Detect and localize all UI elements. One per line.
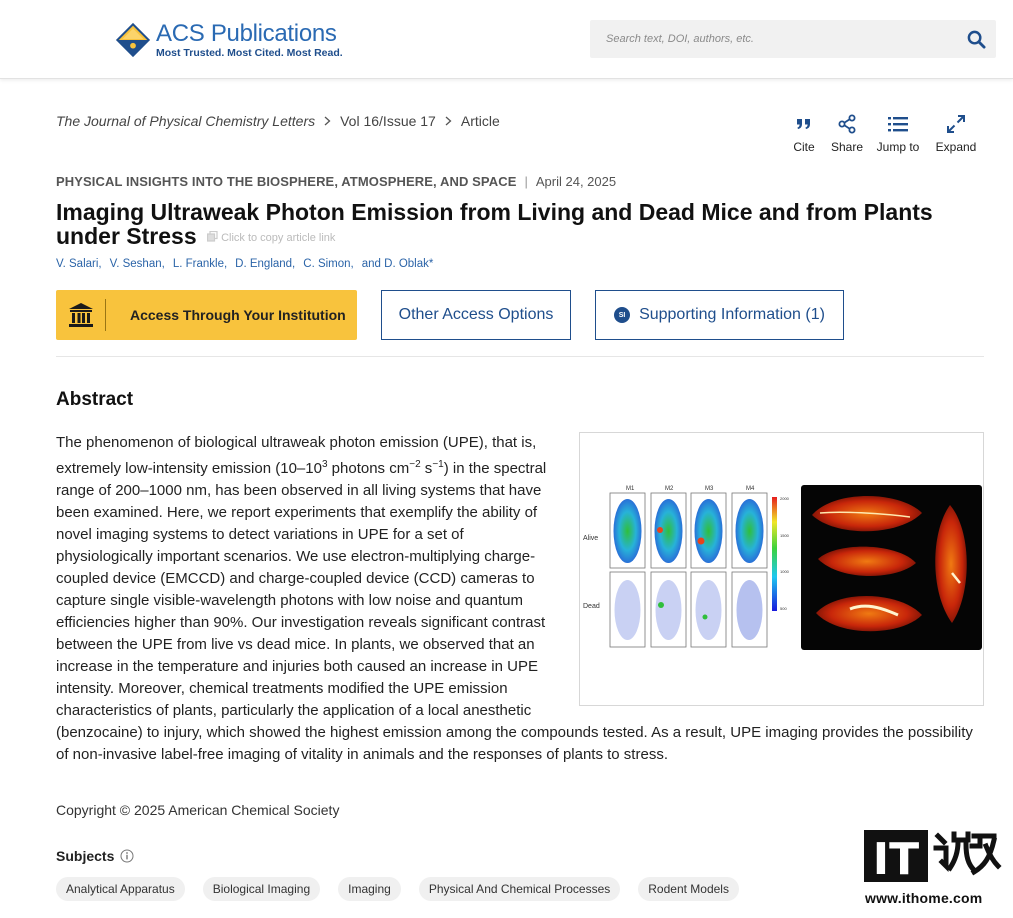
row-label: Alive [583, 535, 599, 542]
author-link[interactable]: V. Salari, [56, 258, 102, 270]
scale-label: 500 [780, 606, 787, 611]
watermark-text: IT [872, 834, 920, 885]
supporting-information-label: Supporting Information (1) [639, 306, 825, 323]
supporting-information-button[interactable] [595, 290, 844, 340]
author-link[interactable]: L. Frankle, [172, 258, 228, 270]
quote-icon [796, 114, 812, 134]
breadcrumb-journal[interactable]: The Journal of Physical Chemistry Letters [56, 113, 316, 129]
article-title-text: Imaging Ultraweak Photon Emission from Living and Dead Mice and from Plants under Stress [56, 199, 933, 249]
list-icon [887, 114, 909, 134]
subject-tag[interactable]: Rodent Models [638, 877, 739, 901]
logo-name: ACS Publications [156, 19, 337, 47]
article-section[interactable]: PHYSICAL INSIGHTS INTO THE BIOSPHERE, ATMOSPHERE, AND SPACE [56, 174, 517, 189]
share-icon [837, 114, 857, 134]
copy-icon [207, 231, 218, 242]
jump-to-label: Jump to [876, 140, 920, 154]
subject-tags [56, 877, 757, 901]
share-button[interactable] [827, 114, 867, 154]
toc-graphic-image [580, 433, 983, 705]
copy-article-link[interactable] [207, 232, 335, 244]
subject-tag[interactable]: Imaging [338, 877, 401, 901]
breadcrumb-issue[interactable]: Vol 16/Issue 17 [340, 113, 436, 129]
author-list [56, 258, 441, 270]
mouse-label: M1 [626, 486, 635, 492]
jump-to-button[interactable] [873, 114, 923, 154]
share-label: Share [830, 140, 864, 154]
watermark-url: www.ithome.com [865, 890, 983, 906]
abstract-sup: −1 [432, 459, 444, 470]
subject-tag[interactable]: Physical And Chemical Processes [419, 877, 620, 901]
scale-label: 1000 [780, 569, 789, 574]
row-label: Dead [583, 603, 600, 610]
access-institution-button[interactable] [56, 290, 357, 340]
abstract-heading: Abstract [56, 389, 134, 410]
institution-icon-wrap [56, 299, 106, 331]
publication-date: April 24, 2025 [535, 174, 617, 189]
chevron-right-icon [445, 116, 452, 126]
search-input[interactable] [590, 21, 956, 57]
copyright-notice: Copyright © 2025 American Chemical Society [56, 802, 340, 818]
abstract-sup: −2 [409, 459, 421, 470]
mouse-label: M3 [705, 486, 714, 492]
search-button[interactable] [956, 20, 996, 58]
abstract-text: s [420, 460, 433, 477]
institution-icon [67, 301, 95, 329]
ithome-logo [862, 828, 1002, 886]
subject-tag[interactable]: Biological Imaging [203, 877, 320, 901]
breadcrumb [56, 113, 500, 129]
expand-button[interactable] [933, 114, 979, 154]
author-link[interactable]: and D. Oblak* [361, 258, 434, 270]
cite-button[interactable] [786, 114, 822, 154]
colorbar [772, 497, 777, 611]
search-icon [967, 30, 986, 49]
si-badge-icon: SI [614, 307, 630, 323]
other-access-options-button[interactable] [381, 290, 571, 340]
site-header [0, 0, 1013, 79]
toc-graphic[interactable] [579, 432, 984, 706]
article-tools [786, 114, 979, 154]
other-access-label: Other Access Options [398, 306, 554, 323]
abstract-text: photons cm [327, 460, 410, 477]
subjects-heading-text: Subjects [56, 848, 115, 864]
info-icon[interactable] [120, 849, 134, 863]
copy-link-label: Click to copy article link [221, 231, 336, 244]
abstract-text: ) in the spectral range of 200–1000 nm, has been observed in all living systems that have been examined. Here, we report experiments that exemplify the ability of novel imaging systems to detect variations in UPE for a set of physiologically important scenarios. We use electron-multiplying charge-coupled device (EMCCD) and charge-coupled device (CCD) cameras to capture single visible-wavelength photons with low noise and quantum efficiencies higher than 90%. Our investigation reveals significant contrast between the UPE from live vs dead mice. In plants, we observed that an increase in the temperature and injuries both caused an increase in UPE intensity. Moreover, chemical treatments modified the UPE emission characteristics of plants, particularly the application of a local anesthetic (benzocaine) to injury, which showed the highest emission among the compounds tested. As a result, UPE imaging provides the possibility of non-invasive label-free imaging of vitality in animals and the responses of plants to stress. [56, 460, 973, 763]
expand-label: Expand [935, 140, 977, 154]
meta-divider: | [524, 174, 528, 189]
breadcrumb-type: Article [460, 113, 500, 129]
abstract-text: The phenomenon of biological ultraweak photon emission (UPE), that is, extremely low-intensity emission (10–10 [56, 434, 537, 477]
mouse-label: M4 [746, 486, 755, 492]
expand-icon [946, 114, 966, 134]
author-link[interactable]: V. Seshan, [109, 258, 165, 270]
author-link[interactable]: D. England, [235, 258, 296, 270]
logo-tagline: Most Trusted. Most Cited. Most Read. [156, 46, 343, 59]
search-box [590, 20, 996, 58]
subject-tag[interactable]: Analytical Apparatus [56, 877, 185, 901]
chevron-right-icon [324, 116, 331, 126]
author-link[interactable]: C. Simon, [303, 258, 354, 270]
subjects-heading [56, 848, 134, 864]
abstract-sup: 3 [321, 459, 328, 470]
alive-panels [610, 493, 767, 568]
ithome-watermark [862, 828, 1002, 912]
dead-panels [610, 572, 767, 647]
access-institution-label: Access Through Your Institution [130, 307, 346, 323]
mouse-label: M2 [665, 486, 674, 492]
article-meta [56, 174, 616, 189]
scale-label: 1500 [780, 533, 789, 538]
article-title [56, 200, 956, 250]
acs-logo-icon [114, 21, 152, 59]
section-divider [56, 356, 984, 357]
scale-label: 2000 [780, 496, 789, 501]
acs-logo[interactable] [114, 20, 343, 60]
abstract-body [56, 432, 984, 766]
cite-label: Cite [793, 140, 815, 154]
